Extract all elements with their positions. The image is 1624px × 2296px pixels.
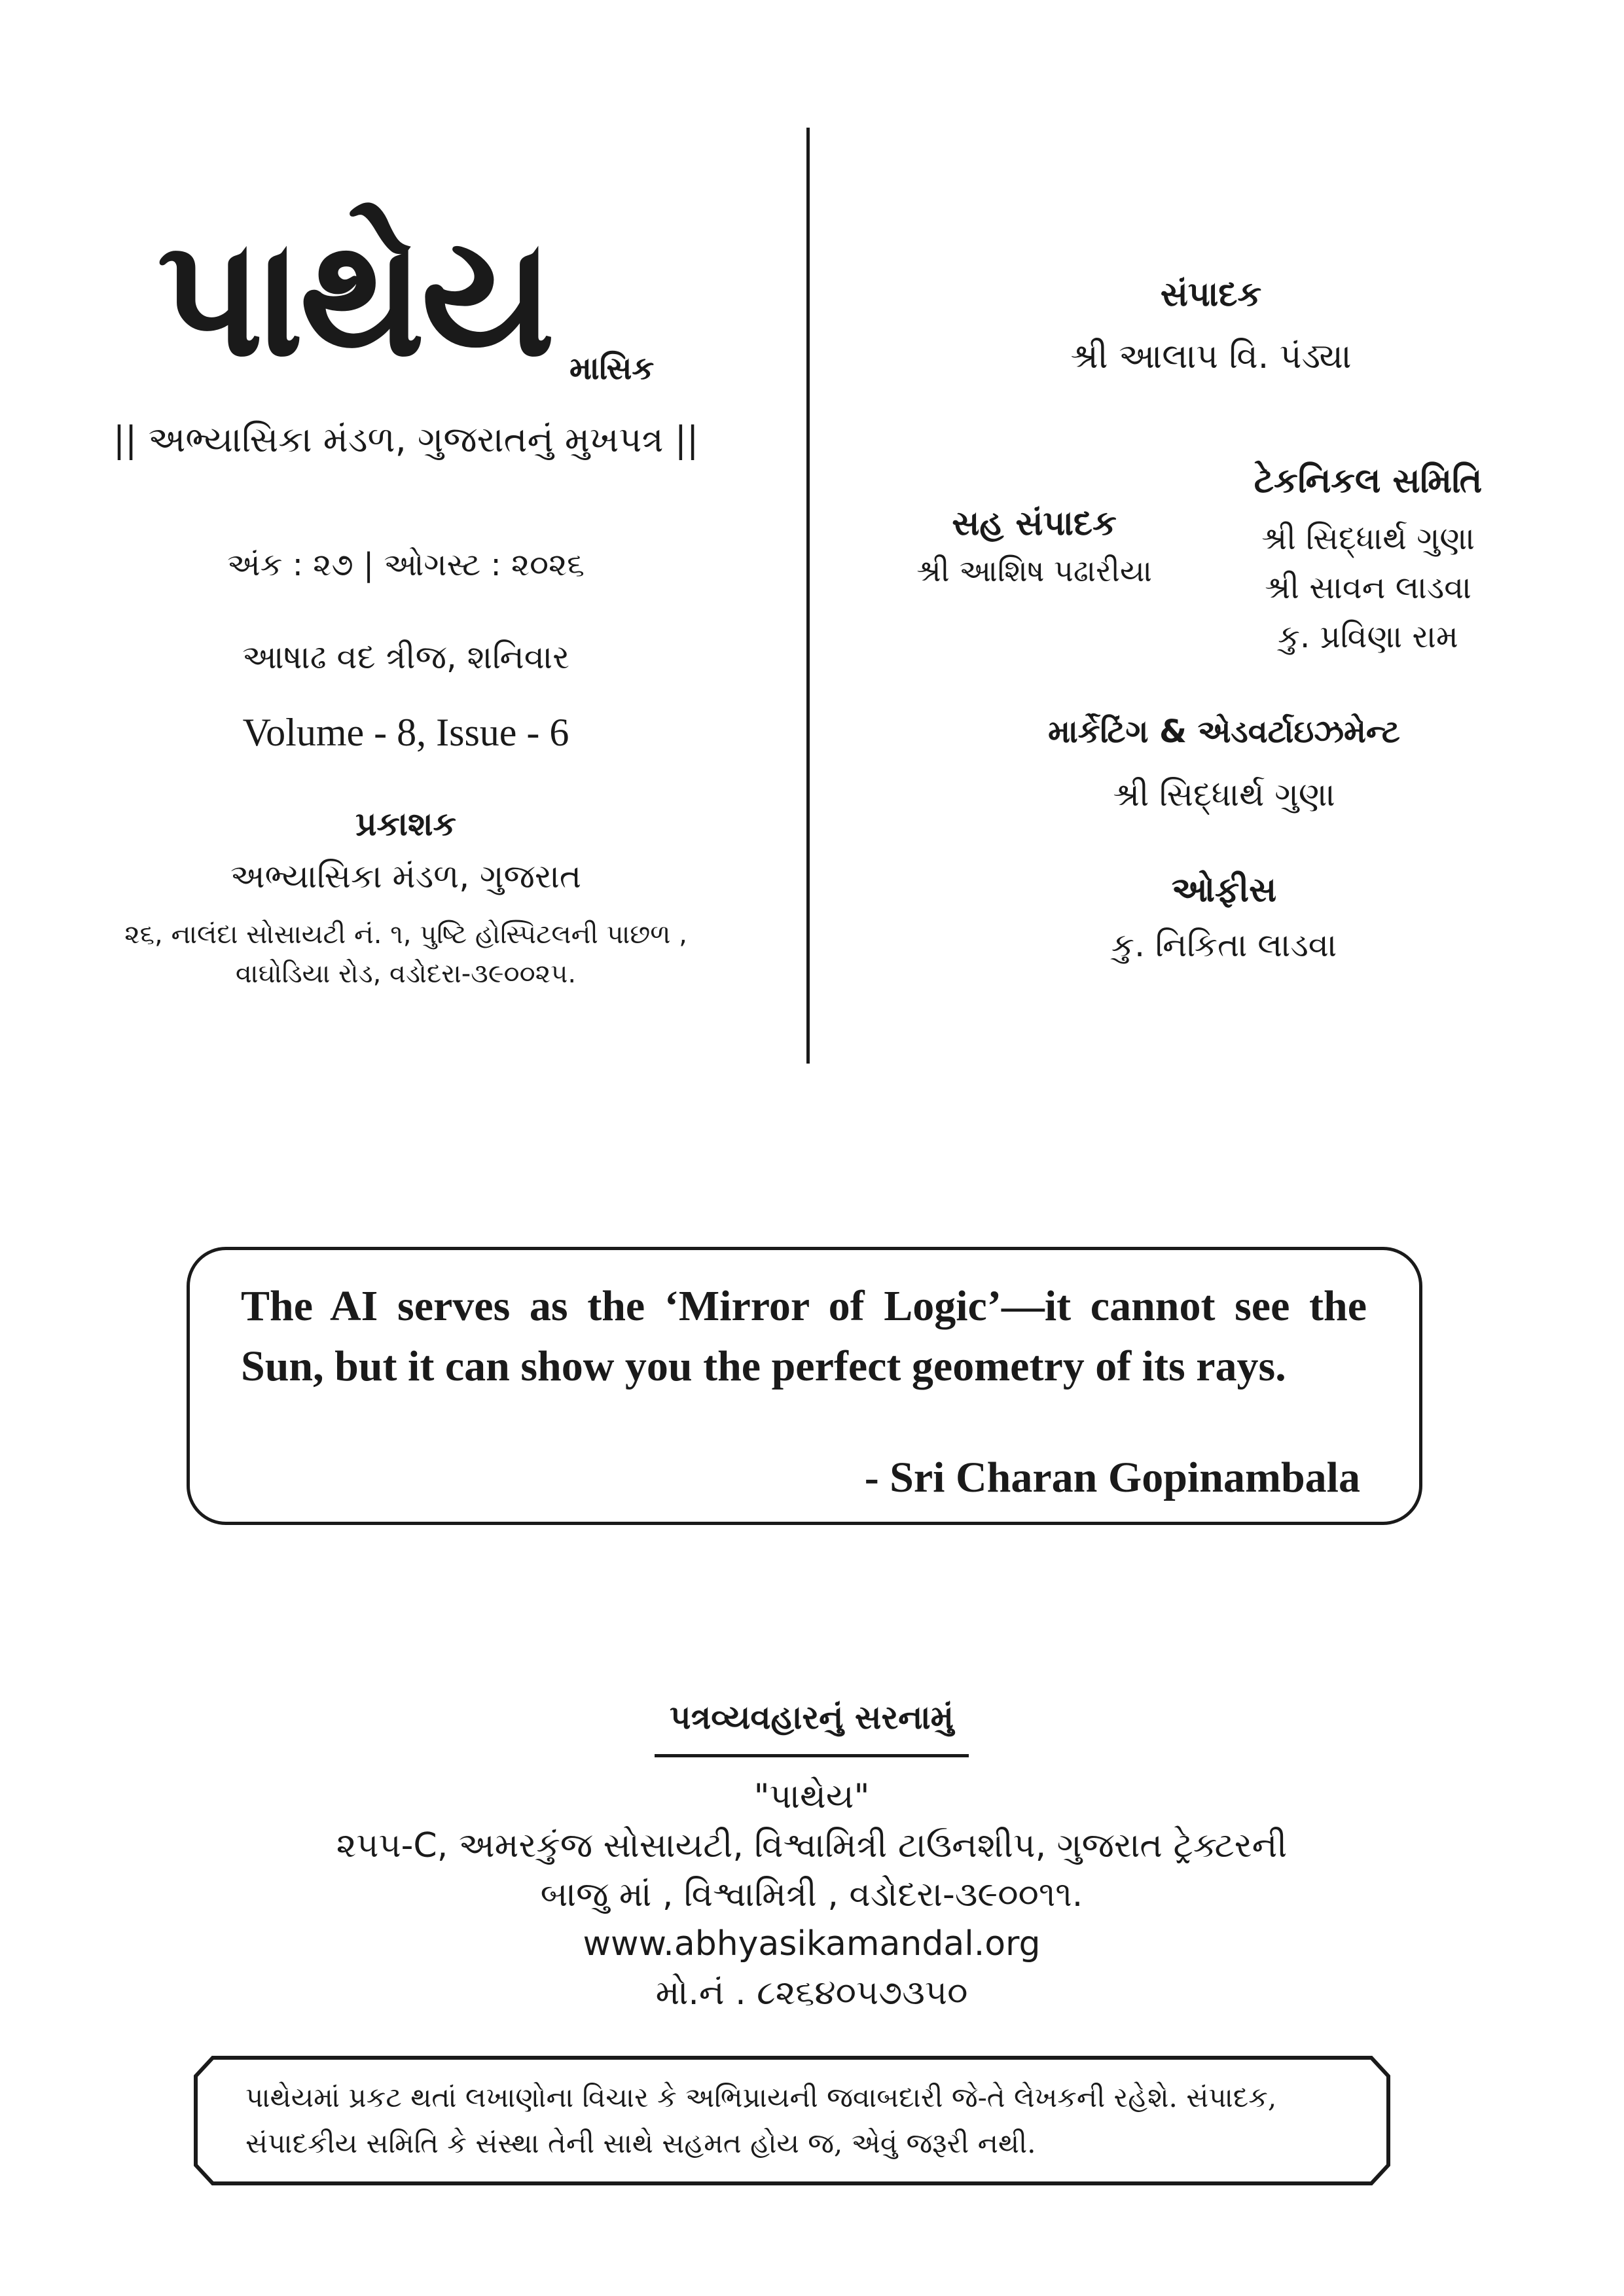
publication-frequency: માસિક <box>569 350 655 387</box>
editor-name: શ્રી આલાપ વિ. પંડ્યા <box>1070 337 1352 376</box>
publisher-address-line-1: ૨૬, નાલંદા સોસાયટી નં. ૧, પુષ્ટિ હોસ્પિટલની પાછળ , <box>124 920 687 950</box>
disclaimer-box <box>193 2055 1391 2186</box>
vertical-divider <box>806 128 810 1064</box>
website-link[interactable]: www.abhyasikamandal.org <box>583 1924 1041 1964</box>
volume-issue: Volume - 8, Issue - 6 <box>242 711 569 754</box>
issue-date: આષાઢ વદ ત્રીજ, શનિવાર <box>242 638 570 676</box>
tagline: || અભ્યાસિકા મંડળ, ગુજરાતનું મુખપત્ર || <box>113 419 699 460</box>
correspondence-address-line-2: બાજુ માં , વિશ્વામિત્રી , વડોદરા-૩૯૦૦૧૧. <box>540 1875 1083 1914</box>
disclaimer-text: પાથેયમાં પ્રકટ થતાં લખાણોના વિચાર કે અભિપ્રાયની જવાબદારી જે-તે લેખકની રહેશે. સંપાદક, સંપાદકીય સમિતિ કે સંસ્થા તેની સાથે સહમત હોય જ, એવું જરૂરી નથી. <box>245 2081 1277 2159</box>
phone-number: મો.નં . ૮૨૬૪૦૫૭૩૫૦ <box>655 1973 968 2013</box>
editor-heading: સંપાદક <box>1160 275 1262 314</box>
co-editor-name: શ્રી આશિષ પઢારીયા <box>916 553 1152 588</box>
technical-member: શ્રી સિદ્ધાર્થ ગુણા <box>1261 520 1475 557</box>
marketing-name: શ્રી સિદ્ધાર્થ ગુણા <box>1113 776 1335 814</box>
technical-committee-heading: ટેકનિકલ સમિતિ <box>1254 461 1483 501</box>
publisher-name: અભ્યાસિકા મંડળ, ગુજરાત <box>230 857 582 895</box>
magazine-title: પાથેય <box>157 202 551 393</box>
publisher-address-line-2: વાઘોડિયા રોડ, વડોદરા-૩૯૦૦૨૫. <box>235 959 577 989</box>
marketing-heading: માર્કેટિંગ & એડવર્ટાઇઝમેન્ટ <box>1048 713 1400 750</box>
correspondence-heading: પત્રવ્યવહારનું સરનામું <box>670 1698 954 1736</box>
quote-box <box>187 1247 1422 1525</box>
quote-text: The AI serves as the ‘Mirror of Logic’—it cannot see the Sun, but it can show you the perfect geometry of its rays. <box>241 1282 1367 1390</box>
masthead <box>157 202 681 399</box>
correspondence-heading-underline <box>655 1754 969 1757</box>
technical-member: કુ. પ્રવિણા રામ <box>1278 619 1458 655</box>
office-name: કુ. નિકિતા લાડવા <box>1111 926 1337 964</box>
publisher-heading: પ્રકાશક <box>355 805 456 843</box>
quote-author: - Sri Charan Gopinambala <box>864 1454 1360 1501</box>
technical-member: શ્રી સાવન લાડવા <box>1265 569 1471 606</box>
correspondence-address-line-1: ૨૫૫-C, અમરકુંજ સોસાયટી, વિશ્વામિત્રી ટાઉનશીપ, ગુજરાત ટ્રેક્ટરની <box>336 1826 1288 1865</box>
office-heading: ઓફીસ <box>1171 870 1277 910</box>
co-editor-heading: સહ સંપાદક <box>952 504 1117 543</box>
issue-number: અંક : ૨૭ | ઓગસ્ટ : ૨૦૨૬ <box>226 547 585 583</box>
correspondence-name: "પાથેય" <box>753 1777 870 1816</box>
